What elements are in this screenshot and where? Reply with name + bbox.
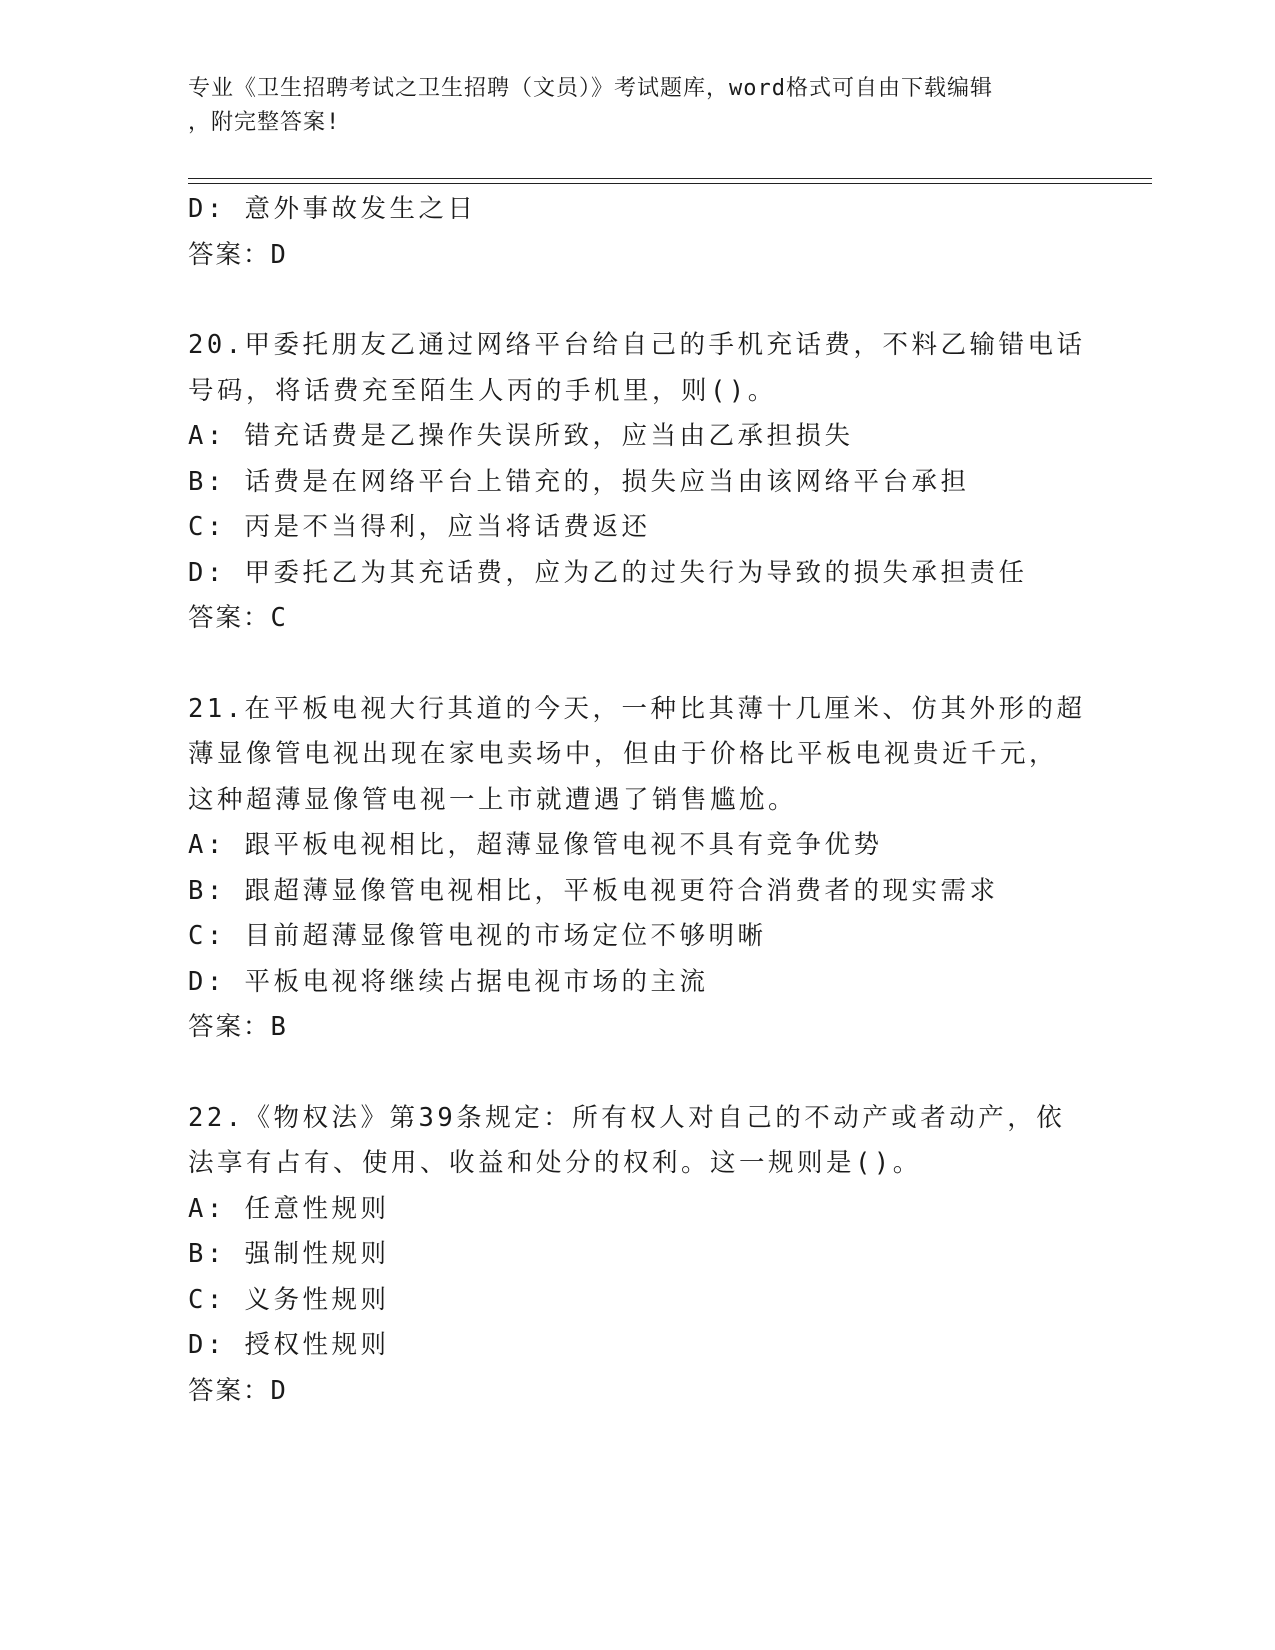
option-c: C: 目前超薄显像管电视的市场定位不够明晰 xyxy=(188,921,767,951)
option-d: D: 授权性规则 xyxy=(188,1330,390,1360)
document-header xyxy=(188,72,1068,140)
header-divider-top xyxy=(188,178,1152,179)
question-stem: 这种超薄显像管电视一上市就遭遇了销售尴尬。 xyxy=(188,784,798,815)
question-21 xyxy=(188,687,1088,1051)
answer: 答案：D xyxy=(188,239,288,270)
option-d: D: 甲委托乙为其充话费，应为乙的过失行为导致的损失承担责任 xyxy=(188,557,1028,588)
question-22 xyxy=(188,1096,1088,1415)
question-stem: 20.甲委托朋友乙通过网络平台给自己的手机充话费，不料乙输错电话 xyxy=(188,330,1086,360)
spacer xyxy=(188,642,1088,687)
answer: 答案：C xyxy=(188,603,288,633)
option-a: A: 错充话费是乙操作失误所致，应当由乙承担损失 xyxy=(188,421,854,451)
header-line-2: ，附完整答案! xyxy=(188,110,341,135)
option-a: A: 跟平板电视相比，超薄显像管电视不具有竞争优势 xyxy=(188,830,883,860)
option-d: D: 平板电视将继续占据电视市场的主流 xyxy=(188,966,709,997)
header-divider-bottom xyxy=(188,183,1152,184)
spacer xyxy=(188,1051,1088,1096)
option-c: C: 丙是不当得利，应当将话费返还 xyxy=(188,512,651,542)
answer: 答案：B xyxy=(188,1012,288,1042)
question-stem: 号码，将话费充至陌生人丙的手机里，则()。 xyxy=(188,375,777,406)
document-body xyxy=(188,187,1088,1414)
option-b: B: 话费是在网络平台上错充的，损失应当由该网络平台承担 xyxy=(188,466,970,497)
question-stem: 22.《物权法》第39条规定：所有权人对自己的不动产或者动产，依 xyxy=(188,1102,1066,1133)
option-b: B: 强制性规则 xyxy=(188,1239,390,1269)
option-b: B: 跟超薄显像管电视相比，平板电视更符合消费者的现实需求 xyxy=(188,875,999,906)
question-stem: 21.在平板电视大行其道的今天，一种比其薄十几厘米、仿其外形的超 xyxy=(188,693,1086,724)
option-c: C: 义务性规则 xyxy=(188,1284,390,1315)
question-20 xyxy=(188,323,1088,642)
question-stem: 薄显像管电视出现在家电卖场中，但由于价格比平板电视贵近千元， xyxy=(188,739,1059,769)
question-stem: 法享有占有、使用、收益和处分的权利。这一规则是()。 xyxy=(188,1148,922,1178)
answer: 答案：D xyxy=(188,1375,288,1406)
option-d: D: 意外事故发生之日 xyxy=(188,194,477,224)
spacer xyxy=(188,278,1088,323)
option-a: A: 任意性规则 xyxy=(188,1193,390,1224)
header-line-1: 专业《卫生招聘考试之卫生招聘（文员）》考试题库，word格式可自由下载编辑 xyxy=(188,76,993,101)
